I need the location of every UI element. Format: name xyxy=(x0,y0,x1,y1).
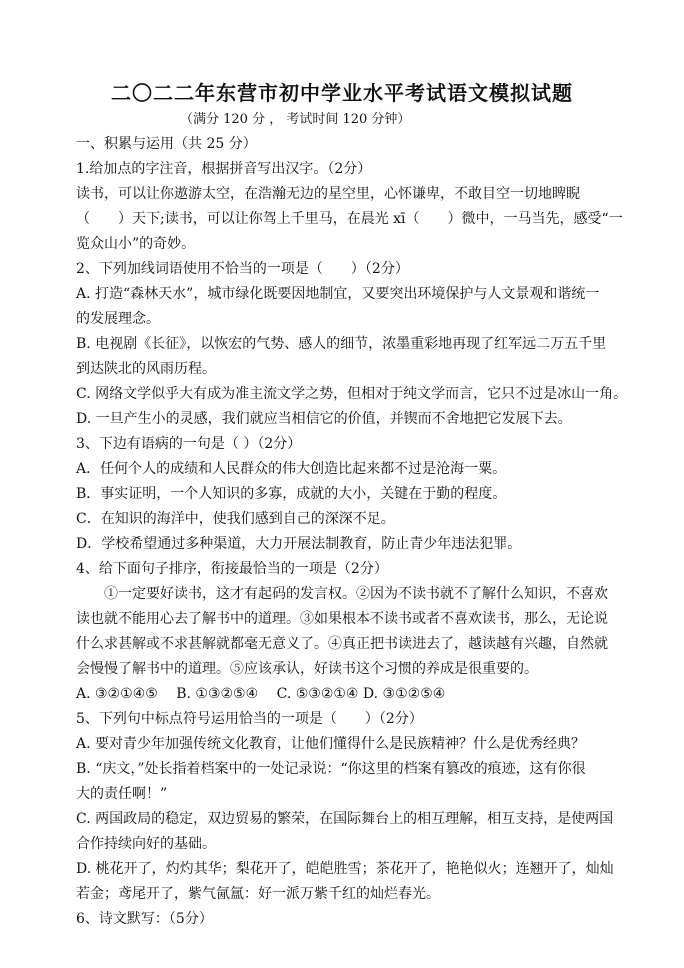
text-line: 5、下列句中标点符号运用恰当的一项是（ ）（2分） xyxy=(76,711,423,727)
text-line: A. 要对青少年加强传统文化教育，让他们懂得什么是民族精神？什么是优秀经典？ xyxy=(76,736,586,752)
text-line: 一、积累与运用（共 25 分） xyxy=(76,136,257,152)
exam-info: （满分 120 分 ， 考试时间 120 分钟） xyxy=(180,112,411,127)
text-line: 3、下边有语病的一句是（ ）（2分） xyxy=(76,436,302,452)
text-line: 若金；鸢尾开了，紫气氤氲：好一派万紫千红的灿烂春光。 xyxy=(76,886,440,902)
text-line: C. 网络文学似乎大有成为准主流文学之势，但相对于纯文学而言，它只不过是冰山一角。 xyxy=(76,386,628,402)
text-line: C. 两国政局的稳定，双边贸易的繁荣，在国际舞台上的相互理解，相互支持，是使两国 xyxy=(76,811,614,827)
text-line: 什么求甚解或不求甚解就都毫无意义了。④真正把书读进去了，越读越有兴趣，自然就 xyxy=(76,636,608,652)
text-line: 合作持续向好的基础。 xyxy=(76,836,216,852)
text-line: A. ③②①④⑤ B. ①③②⑤④ C. ⑤③②①④ D. ③①②⑤④ xyxy=(76,686,446,702)
page-title: 二〇二二年东营市初中学业水平考试语文模拟试题 xyxy=(111,81,573,105)
text-line: D. 一旦产生小的灵感，我们就应当相信它的价值，并锲而不舍地把它发展下去。 xyxy=(76,411,572,427)
text-line: B. 电视剧《长征》，以恢宏的气势、感人的细节，浓墨重彩地再现了红军远二万五千里 xyxy=(76,336,607,352)
text-line: D. 桃花开了，灼灼其华；梨花开了，皑皑胜雪；茶花开了，艳艳似火；连翘开了，灿灿 xyxy=(76,861,614,877)
text-line: A. 打造“森林天水”，城市绿化既要因地制宜，又要突出环境保护与人文景观和谐统一 xyxy=(76,286,600,302)
text-line: ①一定要好读书，这才有起码的发言权。②因为不读书就不了解什么知识，不喜欢 xyxy=(76,586,608,602)
text-line: D．学校希望通过多种渠道，大力开展法制教育，防止青少年违法犯罪。 xyxy=(76,536,522,552)
text-line: 会慢慢了解书中的道理。⑤应该承认，好读书这个习惯的养成是很重要的。 xyxy=(76,661,538,677)
text-line: 的发展理念。 xyxy=(76,311,160,327)
text-line: 读也就不能用心去了解书中的道理。③如果根本不读书或者不喜欢读书，那么，无论说 xyxy=(76,611,608,627)
text-line: 4、给下面句子排序，衔接最恰当的一项是（2分） xyxy=(76,561,388,577)
text-line: （ ）天下;读书，可以让你驾上千里马，在晨光 xī（ ）微中，一马当先，感受“一 xyxy=(76,211,623,227)
text-line: A．任何个人的成绩和人民群众的伟大创造比起来都不过是沧海一粟。 xyxy=(76,461,507,477)
text-line: B．事实证明，一个人知识的多寡，成就的大小，关键在于勤的程度。 xyxy=(76,486,507,502)
text-line: 2、下列加线词语使用不恰当的一项是（ ）（2分） xyxy=(76,261,409,277)
text-line: 览众山小”的奇妙。 xyxy=(76,236,196,252)
text-line: 到达陕北的风雨历程。 xyxy=(76,361,216,377)
text-line: 6、诗文默写：（5分） xyxy=(76,911,213,927)
text-line: 读书，可以让你遨游太空，在浩瀚无边的星空里，心怀谦卑，不敢目空一切地睥睨 xyxy=(76,186,580,202)
text-line: B. “庆文，”处长指着档案中的一处记录说：“你这里的档案有篡改的痕迹，这有你很 xyxy=(76,761,586,777)
text-line: 大的责任啊！” xyxy=(76,786,168,802)
text-line: C．在知识的海洋中，使我们感到自己的深深不足。 xyxy=(76,511,395,527)
text-line: 1.给加点的字注音，根据拼音写出汉字。（2分） xyxy=(76,161,372,177)
